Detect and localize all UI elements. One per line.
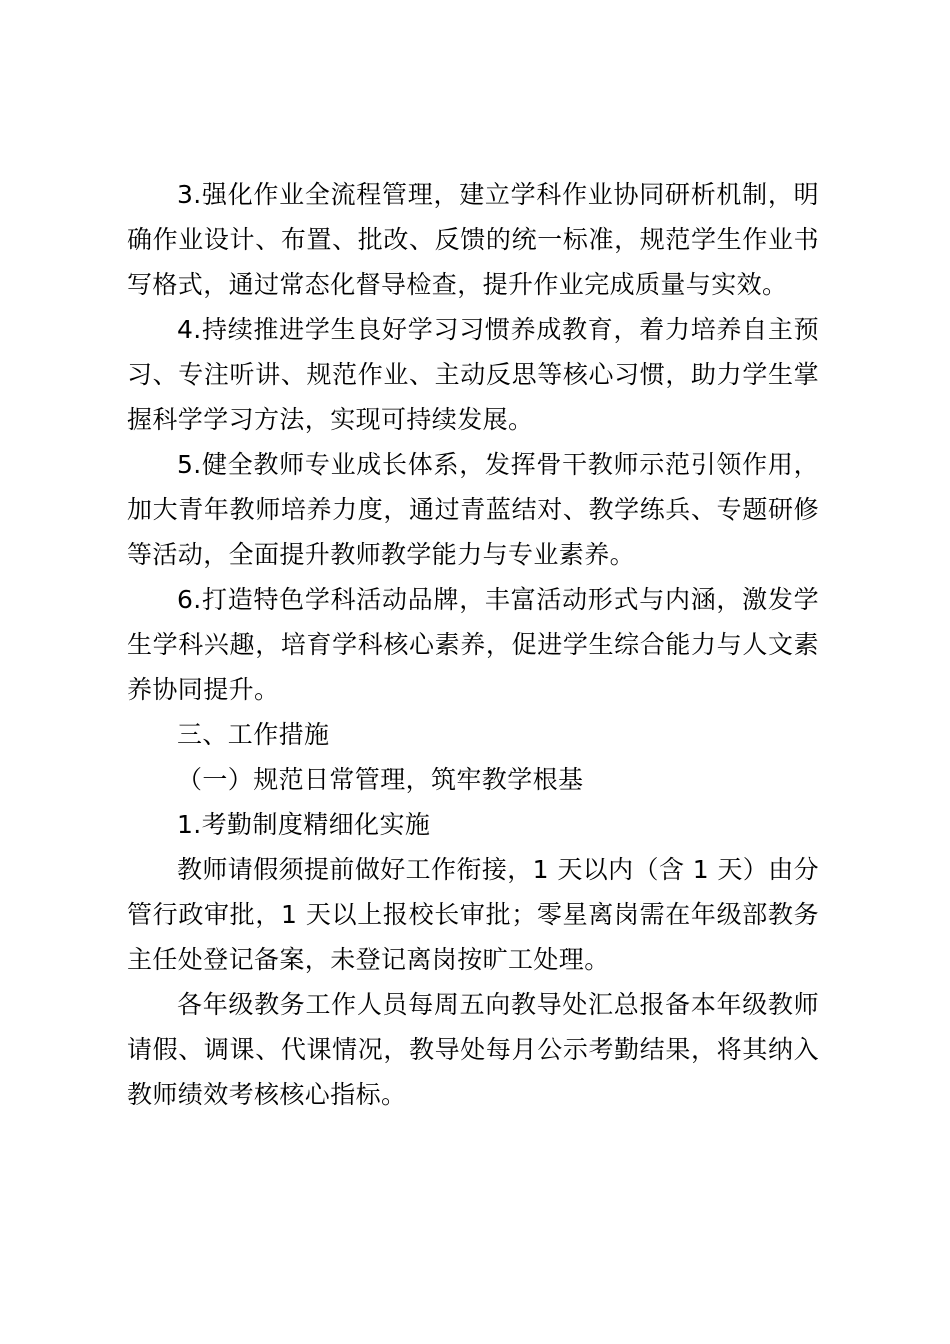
- subsection-heading: （一）规范日常管理，筑牢教学根基: [177, 765, 584, 794]
- document-body: [127, 172, 819, 1117]
- section-heading: 三、工作措施: [177, 720, 330, 749]
- goal-item-4: 4.持续推进学生良好学习习惯养成教育，着力培养自主预习、专注听讲、规范作业、主动反思等核心习惯，助力学生掌握科学学习方法，实现可持续发展。: [127, 315, 819, 434]
- attendance-paragraph-2: 各年级教务工作人员每周五向教导处汇总报备本年级教师请假、调课、代课情况，教导处每月公示考勤结果，将其纳入教师绩效考核核心指标。: [127, 990, 819, 1109]
- goal-item-5: 5.健全教师专业成长体系，发挥骨干教师示范引领作用，加大青年教师培养力度，通过青蓝结对、教学练兵、专题研修等活动，全面提升教师教学能力与专业素养。: [127, 450, 819, 569]
- goal-item-6: 6.打造特色学科活动品牌，丰富活动形式与内涵，激发学生学科兴趣，培育学科核心素养，促进学生综合能力与人文素养协同提升。: [127, 585, 819, 704]
- item-heading: 1.考勤制度精细化实施: [177, 810, 431, 839]
- goal-item-3: 3.强化作业全流程管理，建立学科作业协同研析机制，明确作业设计、布置、批改、反馈的统一标准，规范学生作业书写格式，通过常态化督导检查，提升作业完成质量与实效。: [127, 180, 819, 299]
- attendance-paragraph-1: 教师请假须提前做好工作衔接，1 天以内（含 1 天）由分管行政审批，1 天以上报校长审批；零星离岗需在年级部教务主任处登记备案，未登记离岗按旷工处理。: [127, 855, 819, 974]
